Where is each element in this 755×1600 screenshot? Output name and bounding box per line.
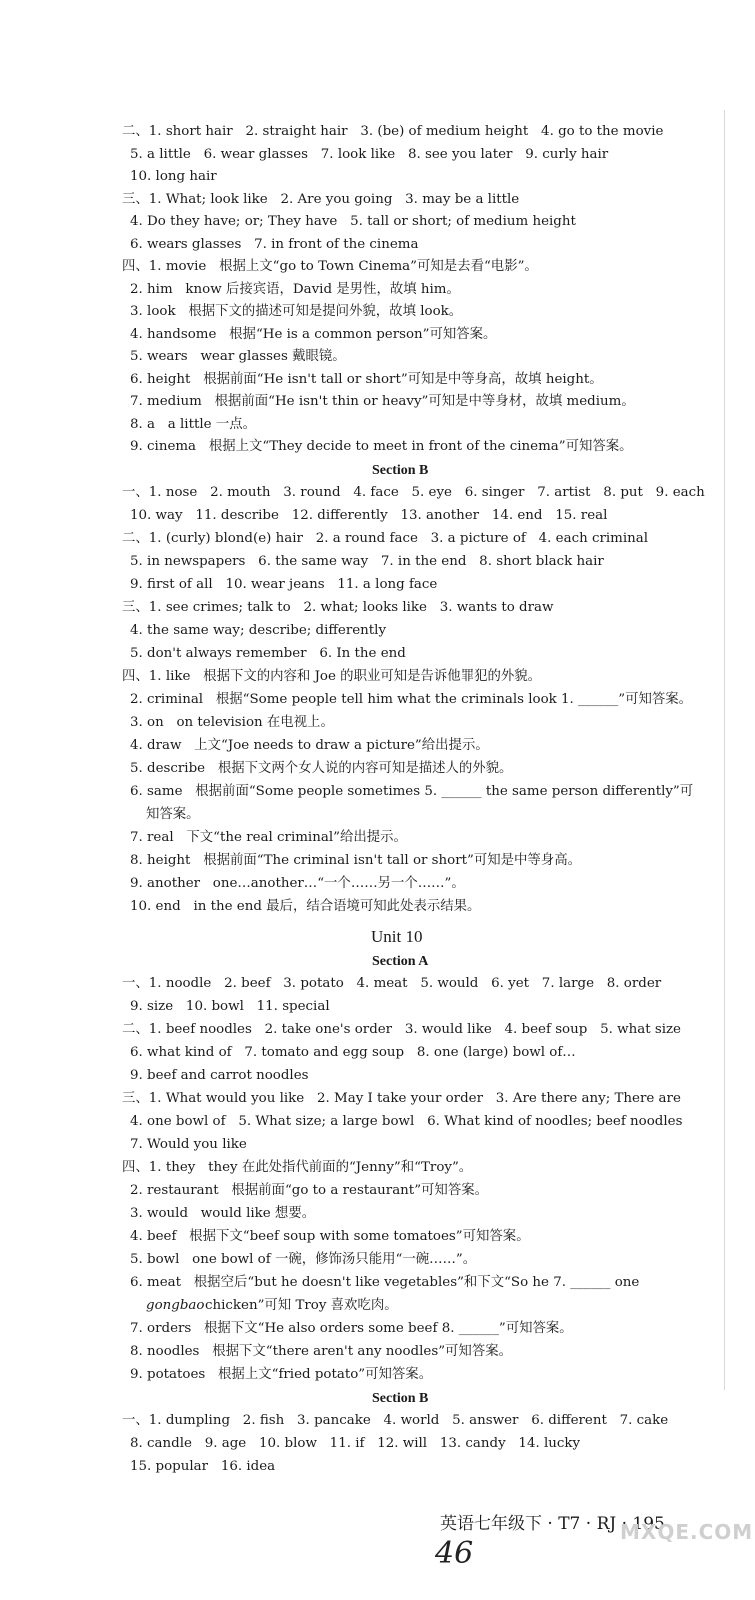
- answer-line: 8. noodles 根据下文“there aren't any noodles”可知答案。: [130, 1344, 512, 1359]
- answer-line: 二、1. beef noodles 2. take one's order 3. would like 4. beef soup 5. what size: [122, 1022, 681, 1037]
- answer-line: 3. look 根据下文的描述可知是提问外貌，故填 look。: [130, 304, 463, 319]
- answer-line: 9. beef and carrot noodles: [130, 1068, 309, 1083]
- answer-line: 四、1. like 根据下文的内容和 Joe 的职业可知是告诉他罪犯的外貌。: [122, 669, 542, 684]
- answer-line: 9. potatoes 根据上文“fried potato”可知答案。: [130, 1367, 433, 1382]
- italic-word: gongbao: [146, 1298, 205, 1313]
- answer-line: 3. would would like 想要。: [130, 1206, 316, 1221]
- answer-line: 5. describe 根据下文两个女人说的内容可知是描述人的外貌。: [130, 761, 513, 776]
- unit-title: Unit 10: [371, 927, 423, 946]
- answer-line: 5. in newspapers 6. the same way 7. in the end 8. short black hair: [130, 554, 604, 569]
- answer-line: 知答案。: [146, 807, 200, 822]
- answer-line: 8. height 根据前面“The criminal isn't tall or short”可知是中等身高。: [130, 853, 581, 868]
- answer-line: 4. draw 上文“Joe needs to draw a picture”给出提示。: [130, 738, 489, 753]
- answer-line: 7. orders 根据下文“He also orders some beef 8. ______”可知答案。: [130, 1321, 573, 1336]
- answer-line: 8. a a little 一点。: [130, 417, 256, 432]
- answer-line: 5. don't always remember 6. In the end: [130, 646, 406, 661]
- answer-line: 6. meat 根据空后“but he doesn't like vegetables”和下文“So he 7. ______ one: [130, 1275, 640, 1290]
- answer-line: 10. end in the end 最后，结合语境可知此处表示结果。: [130, 899, 481, 914]
- answer-line: 二、1. short hair 2. straight hair 3. (be) of medium height 4. go to the movie: [122, 124, 664, 139]
- answer-line: 3. on on television 在电视上。: [130, 715, 334, 730]
- answer-line: 2. restaurant 根据前面“go to a restaurant”可知答案。: [130, 1183, 488, 1198]
- section-heading: Section A: [372, 954, 429, 969]
- answer-line: 7. medium 根据前面“He isn't thin or heavy”可知是中等身材，故填 medium。: [130, 394, 635, 409]
- answer-line: 三、1. What; look like 2. Are you going 3. may be a little: [122, 192, 520, 207]
- answer-line: 5. wears wear glasses 戴眼镜。: [130, 349, 346, 364]
- answer-line: 4. Do they have; or; They have 5. tall or short; of medium height: [130, 214, 576, 229]
- answer-line: 四、1. movie 根据上文“go to Town Cinema”可知是去看“电影”。: [122, 259, 538, 274]
- answer-line: 10. long hair: [130, 169, 217, 184]
- answer-line: 2. criminal 根据“Some people tell him what the criminals look 1. ______”可知答案。: [130, 692, 693, 707]
- answer-line: 四、1. they they 在此处指代前面的“Jenny”和“Troy”。: [122, 1160, 473, 1175]
- answer-line: 4. one bowl of 5. What size; a large bowl 6. What kind of noodles; beef noodles: [130, 1114, 683, 1129]
- answer-line: 4. the same way; describe; differently: [130, 623, 387, 638]
- answer-line: 7. real 下文“the real criminal”给出提示。: [130, 830, 407, 845]
- answer-line: 6. wears glasses 7. in front of the cinema: [130, 237, 419, 252]
- answer-line: 7. Would you like: [130, 1137, 247, 1152]
- answer-line: 6. what kind of 7. tomato and egg soup 8. one (large) bowl of…: [130, 1045, 576, 1060]
- answer-line: 三、1. see crimes; talk to 2. what; looks like 3. wants to draw: [122, 600, 554, 615]
- page-fold-line: [724, 110, 725, 1390]
- answer-line: 4. beef 根据下文“beef soup with some tomatoes”可知答案。: [130, 1229, 530, 1244]
- answer-line: 8. candle 9. age 10. blow 11. if 12. will 13. candy 14. lucky: [130, 1436, 581, 1451]
- answer-line: 一、1. nose 2. mouth 3. round 4. face 5. eye 6. singer 7. artist 8. put 9. each: [122, 485, 705, 500]
- answer-line: 9. cinema 根据上文“They decide to meet in front of the cinema”可知答案。: [130, 439, 633, 454]
- answer-line: 10. way 11. describe 12. differently 13. another 14. end 15. real: [130, 508, 608, 523]
- answer-line: 二、1. (curly) blond(e) hair 2. a round face 3. a picture of 4. each criminal: [122, 531, 649, 546]
- section-heading: Section B: [372, 463, 429, 478]
- answer-line: 5. bowl one bowl of 一碗，修饰汤只能用“一碗……”。: [130, 1252, 477, 1267]
- answer-line: 三、1. What would you like 2. May I take your order 3. Are there any; There are: [122, 1091, 681, 1106]
- answer-line: 一、1. noodle 2. beef 3. potato 4. meat 5. would 6. yet 7. large 8. order: [122, 976, 662, 991]
- answer-line: 9. size 10. bowl 11. special: [130, 999, 330, 1014]
- answer-line: 4. handsome 根据“He is a common person”可知答案。: [130, 327, 497, 342]
- answer-line: 6. height 根据前面“He isn't tall or short”可知是中等身高，故填 height。: [130, 372, 603, 387]
- handwritten-page-number: 46: [435, 1536, 474, 1571]
- answer-line: 6. same 根据前面“Some people sometimes 5. ______ the same person differently”可: [130, 784, 694, 799]
- answer-line: 一、1. dumpling 2. fish 3. pancake 4. world 5. answer 6. different 7. cake: [122, 1413, 669, 1428]
- answer-line: chicken”可知 Troy 喜欢吃肉。: [205, 1298, 398, 1313]
- watermark-logo: MXQE.COM: [620, 1520, 754, 1544]
- answer-line: 15. popular 16. idea: [130, 1459, 276, 1474]
- page-footer: 英语七年级下 · T7 · RJ · 195: [440, 1514, 665, 1534]
- answer-line: 2. him know 后接宾语，David 是男性，故填 him。: [130, 282, 460, 297]
- answer-line: 9. first of all 10. wear jeans 11. a long face: [130, 577, 438, 592]
- section-heading: Section B: [372, 1391, 429, 1406]
- answer-line: 5. a little 6. wear glasses 7. look like 8. see you later 9. curly hair: [130, 147, 609, 162]
- answer-line: 9. another one…another…“一个……另一个……”。: [130, 876, 465, 891]
